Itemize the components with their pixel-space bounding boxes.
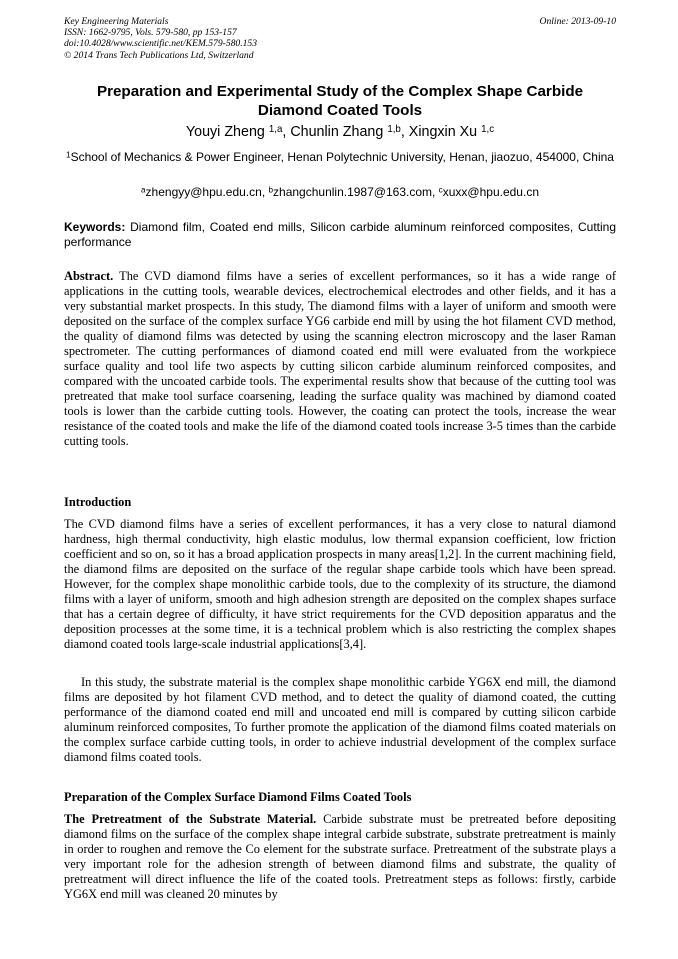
copyright-line: © 2014 Trans Tech Publications Ltd, Switzerland [64,49,254,61]
author-1: Youyi Zheng $^{1,a}$, [185,123,291,140]
pretreatment-lead: The Pretreatment of the Substrate Material. [64,812,317,826]
pretreatment-text: Carbide substrate must be pretreated before depositing diamond films on the surface of the complex shape integral carbide substrate, substrate pretreatment is mainly in order to roughen and remove the Co element for the substrate surface. Pretreatment of the substrate plays a very important role for the adhesion strength of between diamond films and substrate, the quality of pretreatment will direct influence the life of the coated tools. Pretreatment steps as follows: firstly, carbide YG6X end mill was cleaned 20 minutes by [64,812,616,901]
journal-name: Key Engineering Materials [64,16,169,27]
email-1: $^a$zhengyy@hpu.edu.cn, [141,185,269,199]
keywords [64,220,616,250]
introduction-paragraph-2: In this study, the substrate material is the complex shape monolithic carbide YG6X end mill, the diamond films are deposited by hot filament CVD method, and to detect the quality of diamond coated, the cutting performance of the diamond coated end mill and uncoated end mill is compared by cutting silicon carbide aluminum reinforced composites, To further promote the application of the diamond films coated materials on the complex surface carbide cutting tools, in order to achieve industrial development of the complex surface diamond films coated tools. [64,675,616,764]
running-header [64,16,616,61]
paper-title [64,82,616,120]
keywords-text: Diamond film, Coated end mills, Silicon carbide aluminum reinforced composites, Cutting performance [64,220,616,249]
email-2: $^b$zhangchunlin.1987@163.com, [268,185,439,199]
email-list [64,185,616,200]
abstract-label: Abstract. [64,269,114,283]
affiliation: $^1$School of Mechanics & Power Engineer, Henan Polytechnic University, Henan, jiaozuo, 454000, China [66,150,614,164]
title-line-1: Preparation and Experimental Study of the Complex Shape Carbide [96,83,584,100]
introduction-heading: Introduction [64,495,132,509]
online-date: Online: 2013-09-10 [539,16,616,27]
email-3: $^c$xuxx@hpu.edu.cn [438,185,539,199]
issn-line: ISSN: 1662-9795, Vols. 579-580, pp 153-157 [64,27,237,39]
doi-line: doi:10.4028/www.scientific.net/KEM.579-580.153 [64,38,258,50]
abstract-text: The CVD diamond films have a series of excellent performances, so it has a wide range of applications in the cutting tools, wearable devices, electrochemical electrodes and other fields, and it has a very substantial market prospects. In this study, The diamond films with a layer of uniform and smooth were deposited on the surface of the complex surface YG6 carbide end mill by using the hot filament CVD method, the quality of diamond films was detected by using the scanning electron microscopy and the laser Raman spectrometer. The cutting performances of diamond coated end mill were evaluated from the workpiece surface quality and tool life two aspects by cutting silicon carbide aluminum reinforced composites, and compared with the uncoated carbide tools. The experimental results show that because of the cutting tool was pretreated that make tool surface coarsening, leading the surface quality was machined by diamond coated tools is lower than the carbide cutting tools. However, the coating can protect the tools, increase the wear resistance of the coated tools and make the life of the diamond coated tools increase 3-5 times than the carbide cutting tools. [64,269,617,448]
title-line-2: Diamond Coated Tools [257,102,423,119]
keywords-label: Keywords: [64,220,126,234]
pretreatment-paragraph [64,812,616,902]
introduction-paragraph-1: The CVD diamond films have a series of excellent performances, it has a very close to natural diamond hardness, high thermal conductivity, high elastic modulus, low thermal expansion coefficient, low friction coefficient and so on, so it has a broad application prospects in many areas[1,2]. In the current machining field, the diamond films are deposited on the surface of the regular shape carbide tools which have been spread. However, for the complex shape monolithic carbide tools, due to the complexity of its structure, the diamond films with a layer of uniform, smooth and high adhesion strength are deposited on the complex shapes surface that has a certain degree of difficulty, it have strict requirements for the CVD deposition apparatus and the deposition processes at the some time, it is a technical problem which is also restricting the complex shapes diamond coated tools large-scale industrial applications[3,4]. [64,517,616,651]
author-3: Xingxin Xu $^{1,c}$ [408,123,495,140]
author-list [64,123,616,141]
author-2: Chunlin Zhang $^{1,b}$, [290,123,409,140]
preparation-heading: Preparation of the Complex Surface Diamond Films Coated Tools [64,790,412,804]
abstract [64,269,616,449]
